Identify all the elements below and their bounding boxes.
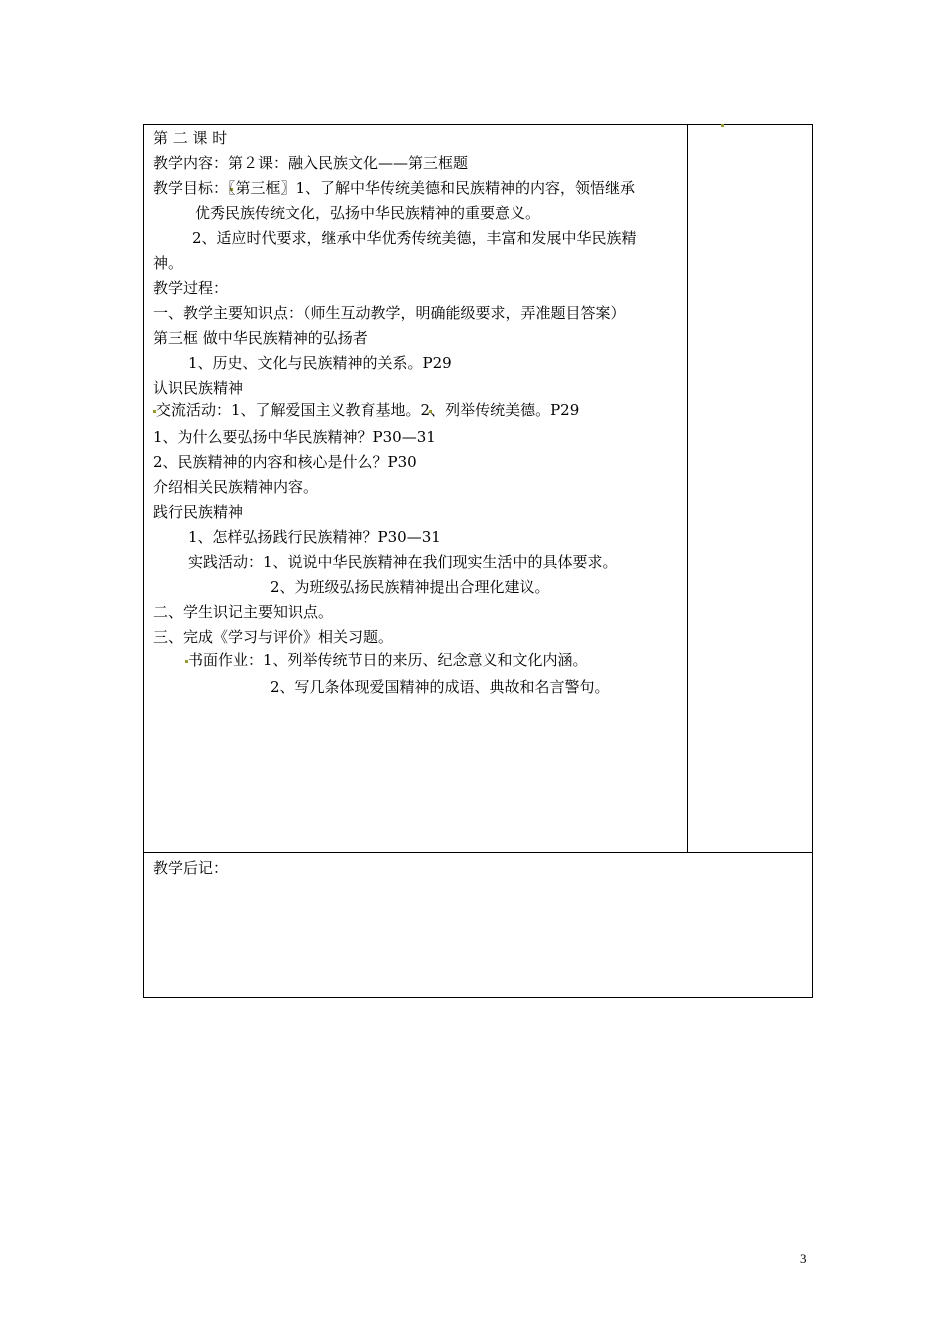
teaching-goals-line4: 神。: [153, 254, 184, 272]
point-1: 1、历史、文化与民族精神的关系。P29: [188, 354, 452, 372]
frame-title: 第三框 做中华民族精神的弘扬者: [153, 329, 368, 347]
homework-1: 书面作业：1、列举传统节日的来历、纪念意义和文化内涵。: [188, 651, 588, 669]
section-2: 二、学生识记主要知识点。: [153, 603, 334, 621]
question-3: 1、怎样弘扬践行民族精神？P30—31: [188, 528, 441, 546]
sub-title-1: 认识民族精神: [153, 379, 244, 397]
exchange-activity: 交流活动：1、了解爱国主义教育基地。2、列举传统美德。P29: [156, 401, 580, 419]
section-3: 三、完成《学习与评价》相关习题。: [153, 628, 394, 646]
question-2: 2、民族精神的内容和核心是什么？P30: [153, 453, 417, 471]
lesson-period: 第 二 课 时: [153, 129, 228, 147]
sub-title-2: 践行民族精神: [153, 503, 244, 521]
postscript-cell: [143, 852, 813, 998]
teaching-content: 教学内容：第２课：融入民族文化——第三框题: [153, 154, 469, 172]
process-title: 教学过程：: [153, 279, 229, 297]
postscript-label: 教学后记：: [153, 859, 229, 877]
practice-activity-2: 2、为班级弘扬民族精神提出合理化建议。: [270, 578, 550, 596]
intro-line: 介绍相关民族精神内容。: [153, 478, 319, 496]
question-1: 1、为什么要弘扬中华民族精神？P30—31: [153, 428, 436, 446]
speck-mark: [721, 124, 724, 127]
teaching-goals-line3: 2、适应时代要求，继承中华优秀传统美德，丰富和发展中华民族精: [192, 229, 637, 247]
homework-2: 2、写几条体现爱国精神的成语、典故和名言警句。: [270, 678, 610, 696]
teaching-goals-line2: 优秀民族传统文化，弘扬中华民族精神的重要意义。: [195, 204, 541, 222]
section-1: 一、教学主要知识点：（师生互动教学，明确能级要求，弄准题目答案）: [153, 304, 626, 322]
page-number: 3: [800, 1251, 807, 1266]
notes-column-divider: [687, 124, 688, 853]
teaching-goals-line1: 教学目标：〖第三框〗1、了解中华传统美德和民族精神的内容，领悟继承: [153, 179, 636, 197]
practice-activity-1: 实践活动：1、说说中华民族精神在我们现实生活中的具体要求。: [188, 553, 618, 571]
